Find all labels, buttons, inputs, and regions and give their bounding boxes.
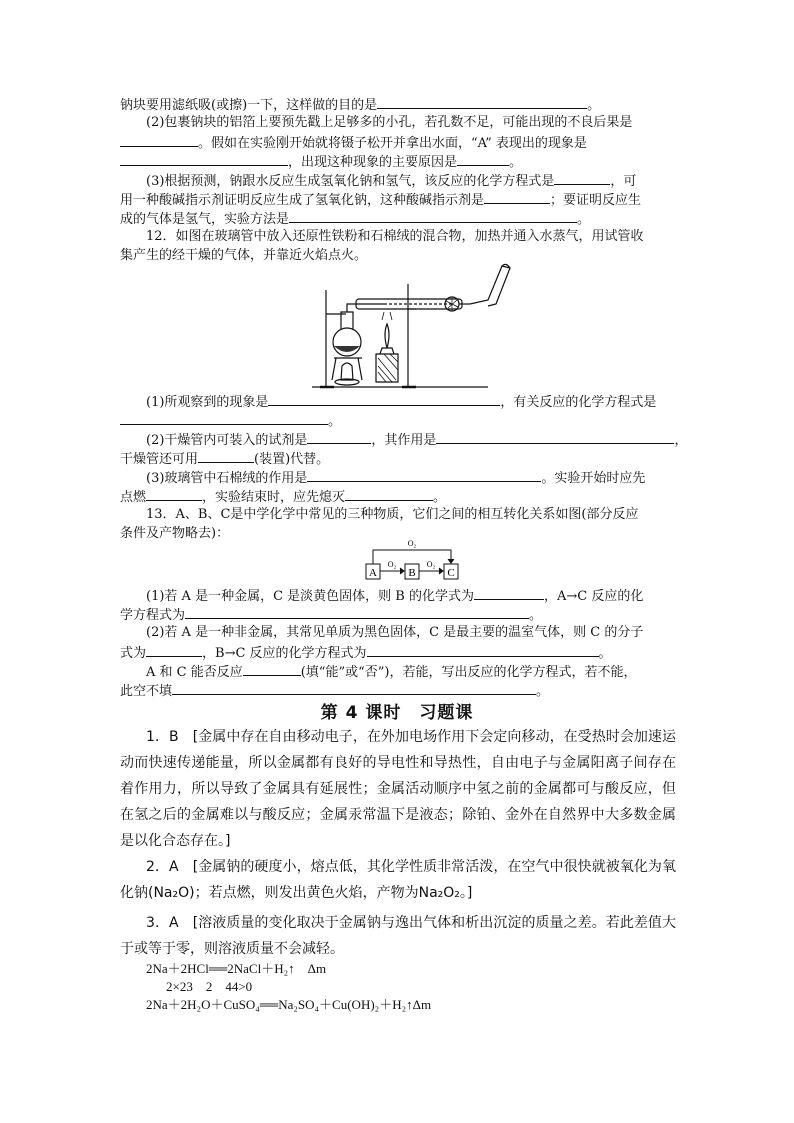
answer-blank[interactable] (172, 682, 536, 695)
q12-part2-line2: 干燥管还可用 (装置)代替。 (120, 452, 330, 467)
bc-arrow-label: O₂ (426, 560, 436, 569)
q13-part1-line1: (1)若 A 是一种金属，C 是淡黄色固体，则 B 的化学式为 ，A→C 反应的化 (146, 589, 644, 604)
top-arrow-label: O₂ (407, 539, 417, 548)
answer-1: 1．B [金属中存在自由移动电子，在外加电场作用下会定向移动，在受热时会加速运动而快速传递能量，所以金属都有良好的导电性和导热性，自由电子与金属阳离子间存在着作用力，所以导致了金属具有延展性；金属活动顺序中氢之前的金属都可与酸反应，但在氢之后的金属难以与酸反应；金属汞常温下是液态；除铂、金外在自然界中大多数金属是以化合态存在。] (120, 729, 676, 849)
answer-2: 2．A [金属钠的硬度小，熔点低，其化学性质非常活泼，在空气中很快就被氧化为氧化钠(Na₂O)；若点燃，则发出黄色火焰，产物为Na₂O₂。] (120, 859, 676, 901)
answer-blank[interactable] (367, 644, 599, 657)
answer-blank[interactable] (436, 431, 674, 444)
q11-line1: 钠块要用滤纸吸(或擦)一下，这样做的目的是 。 (120, 98, 601, 113)
answer-blank[interactable] (185, 606, 529, 619)
q12-part1-line2: 。 (120, 412, 341, 429)
answer-blank[interactable] (474, 587, 544, 600)
q12-part1-line1: (1)所观察到的现象是 ，有关反应的化学方程式是 (146, 395, 657, 410)
q11-part3-line1: (3)根据预测，钠跟水反应生成氢氧化钠和氢气，该反应的化学方程式是 ，可 (146, 174, 637, 189)
answer-blank[interactable] (120, 134, 198, 147)
answer-blank[interactable] (307, 431, 371, 444)
q13-part2-line1: (2)若 A 是一种非金属，其常见单质为黑色固体，C 是最主要的温室气体，则 C 的分子 (146, 625, 644, 640)
answer-blank[interactable] (484, 191, 550, 204)
answer-blank[interactable] (345, 488, 433, 501)
box-a-label: A (369, 567, 377, 579)
box-b-label: B (408, 567, 416, 579)
q11-part2-line2: 。假如在实验刚开始就将镊子松开并拿出水面，“A” 表现出的现象是 (120, 134, 587, 151)
answer-blank[interactable] (307, 469, 541, 482)
answer-blank[interactable] (268, 393, 500, 406)
q13-part2-line2: 式为 ，B→C 反应的化学方程式为 。 (120, 646, 612, 661)
answer-blank[interactable] (457, 153, 509, 166)
q13-stem-line2: 条件及产物略去)： (120, 526, 230, 541)
box-c-label: C (447, 567, 455, 579)
q13-stem-line1: 13．A、B、C是中学化学中常见的三种物质，它们之间的相互转化关系如图(部分反应 (146, 507, 639, 522)
q12-part3-line1: (3)玻璃管中石棉绒的作用是 。实验开始时应先 (146, 471, 646, 486)
ab-arrow-label: O₂ (387, 560, 397, 569)
apparatus-figure (312, 262, 514, 390)
answer-blank[interactable] (377, 96, 587, 109)
q11-part3-line2: 用一种酸碱指示剂证明反应生成了氢氧化钠，这种酸碱指示剂是 ；要证明反应生 (120, 193, 642, 208)
q13-part3-line2: 此空不填 。 (120, 684, 550, 699)
abc-conversion-diagram (360, 536, 464, 584)
answer-blank[interactable] (289, 210, 577, 223)
answer-blank[interactable] (243, 663, 301, 676)
answer-blank[interactable] (146, 488, 202, 501)
section-title: 第 4 课时 习题课 (320, 703, 474, 723)
q12-part2-line1: (2)干燥管内可装入的试剂是 ，其作用是 ， (146, 433, 688, 448)
equation-1: 2Na＋2HCl══2NaCl＋H₂↑ Δm (146, 961, 327, 976)
answer-3: 3．A [溶液质量的变化取决于金属钠与逸出气体和析出沉淀的质量之差。若此差值大于或等于零，则溶液质量不会减轻。 (120, 915, 676, 957)
q12-stem-line1: 12．如图在玻璃管中放入还原性铁粉和石棉绒的混合物，加热并通入水蒸气，用试管收 (146, 229, 644, 244)
q11-part2-line3: ，出现这种现象的主要原因是 。 (120, 153, 522, 170)
answer-blank[interactable] (198, 450, 254, 463)
q13-part1-line2: 学方程式为 。 (120, 608, 543, 623)
q11-part2-line1: (2)包裹钠块的铝箔上要预先戳上足够多的小孔，若孔数不足，可能出现的不良后果是 (146, 115, 633, 130)
answer-blank[interactable] (120, 412, 328, 425)
equation-2: 2Na＋2H₂O＋CuSO₄══Na₂SO₄＋Cu(OH)₂＋H₂↑Δm (146, 997, 432, 1012)
answer-blank[interactable] (554, 172, 610, 185)
answer-blank[interactable] (146, 644, 202, 657)
equation-1-masses: 2×23 2 44>0 (166, 979, 253, 994)
q13-part3-line1: A 和 C 能否反应 (填“能”或“否”)，若能，写出反应的化学方程式，若不能， (146, 665, 637, 680)
answer-blank[interactable] (120, 153, 288, 166)
q12-stem-line2: 集产生的经干燥的气体，并靠近火焰点火。 (120, 248, 368, 263)
q12-part3-line2: 点燃 ，实验结束时，应先熄灭 。 (120, 490, 447, 505)
q11-part3-line3: 成的气体是氢气，实验方法是 。 (120, 212, 591, 227)
